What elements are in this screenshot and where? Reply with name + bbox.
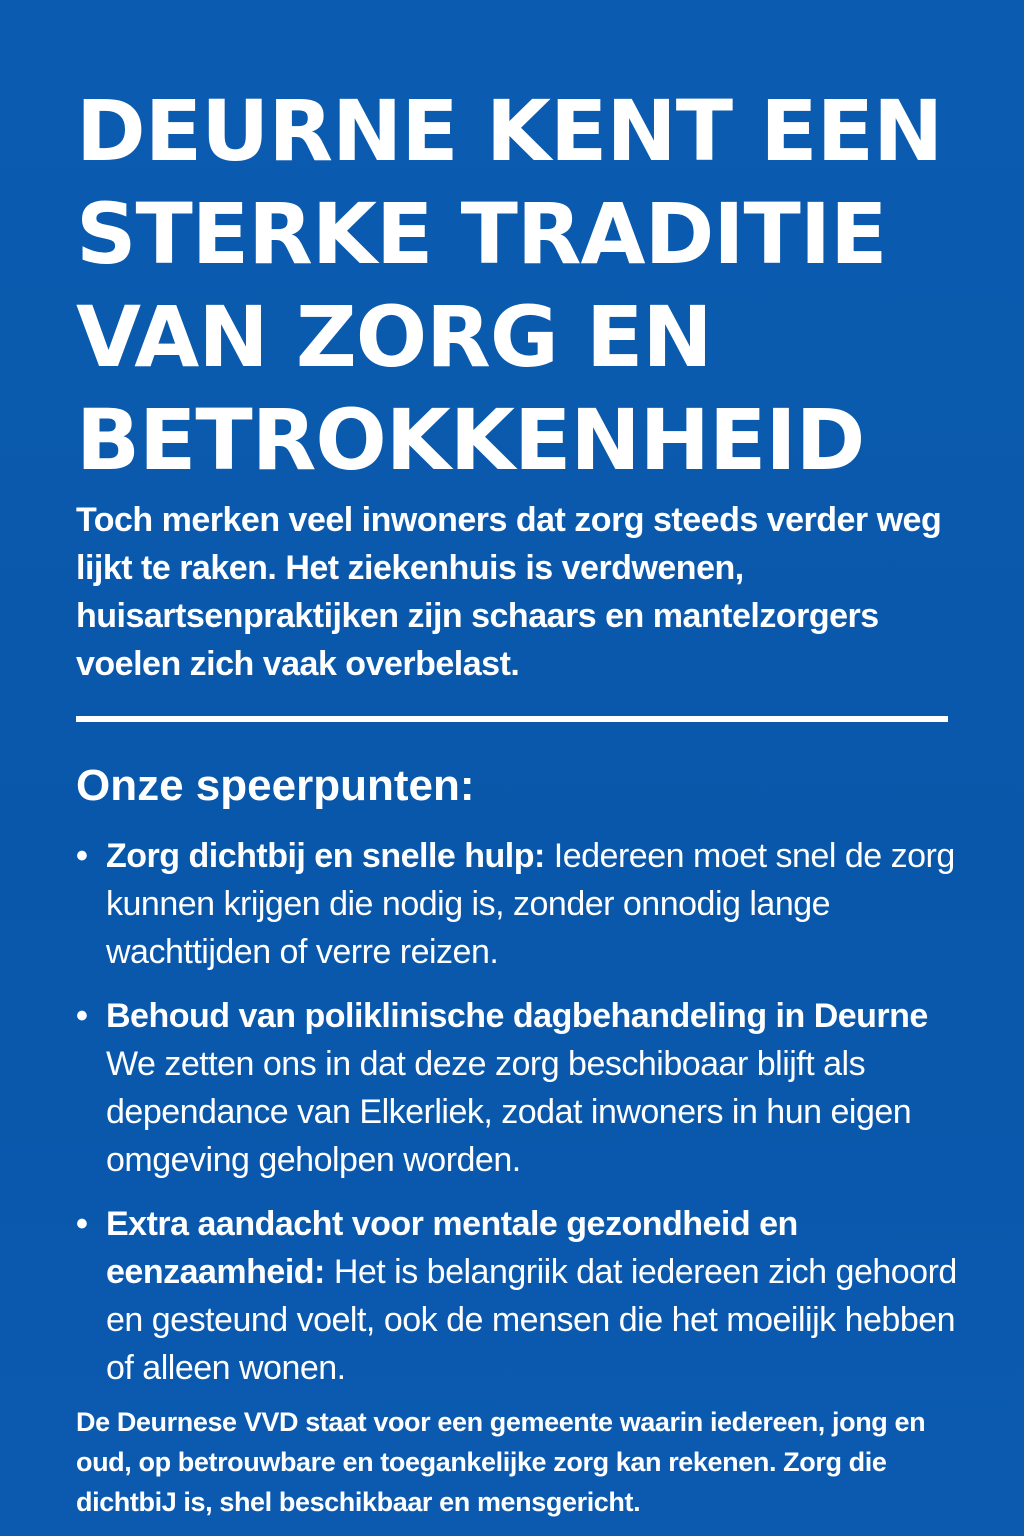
speerpunten-list: [76, 832, 976, 1408]
closing-statement: De Deurnese VVD staat voor een gemeente waarin iedereen, jong en oud, op betrouwbare en toegankelijke zorg kan rekenen. Zorg die dichtbiJ is, shel beschikbaar en mensgericht.: [76, 1407, 926, 1517]
headline-line: STERKE TRADITIE: [76, 185, 887, 283]
speerpunt-item: [76, 832, 976, 976]
bullet-icon: •: [76, 837, 88, 875]
headline-line: DEURNE KENT EEN: [76, 82, 943, 180]
headline: [76, 80, 976, 492]
headline-line: BETROKKENHEID: [76, 391, 865, 489]
bullet-icon: •: [76, 997, 88, 1035]
speerpunt-item: [76, 1200, 976, 1392]
speerpunt-lead: Zorg dichtbij en snelle hulp:: [106, 837, 554, 875]
bullet-icon: •: [76, 1205, 88, 1243]
speerpunt-body: Iedereen moet snel de zorg kunnen krijgen die nodig is, zonder onnodig lange wachttijden of verre reizen.: [106, 837, 955, 971]
speerpunt-lead: Behoud van poliklinische dagbehandeling in Deurne: [106, 997, 928, 1035]
headline-line: VAN ZORG EN: [76, 288, 712, 386]
speerpunt-lead: Extra aandacht voor mentale gezondheid en eenzaamheid:: [106, 1205, 798, 1291]
speerpunt-body: We zetten ons in dat deze zorg beschiboaar blijft als dependance van Elkerliek, zodat inwoners in hun eigen omgeving geholpen worden.: [106, 1045, 912, 1179]
section-title: Onze speerpunten:: [76, 761, 475, 810]
speerpunt-body: Het is belangriik dat iedereen zich gehoord en gesteund voelt, ook de mensen die het moeilijk hebben of alleen wonen.: [106, 1253, 957, 1387]
divider: [76, 716, 948, 722]
intro-paragraph: Toch merken veel inwoners dat zorg steeds verder weg lijkt te raken. Het ziekenhuis is verdwenen, huisartsenpraktijken zijn schaars en mantelzorgers voelen zich vaak overbelast.: [76, 501, 942, 683]
speerpunt-item: [76, 992, 976, 1184]
